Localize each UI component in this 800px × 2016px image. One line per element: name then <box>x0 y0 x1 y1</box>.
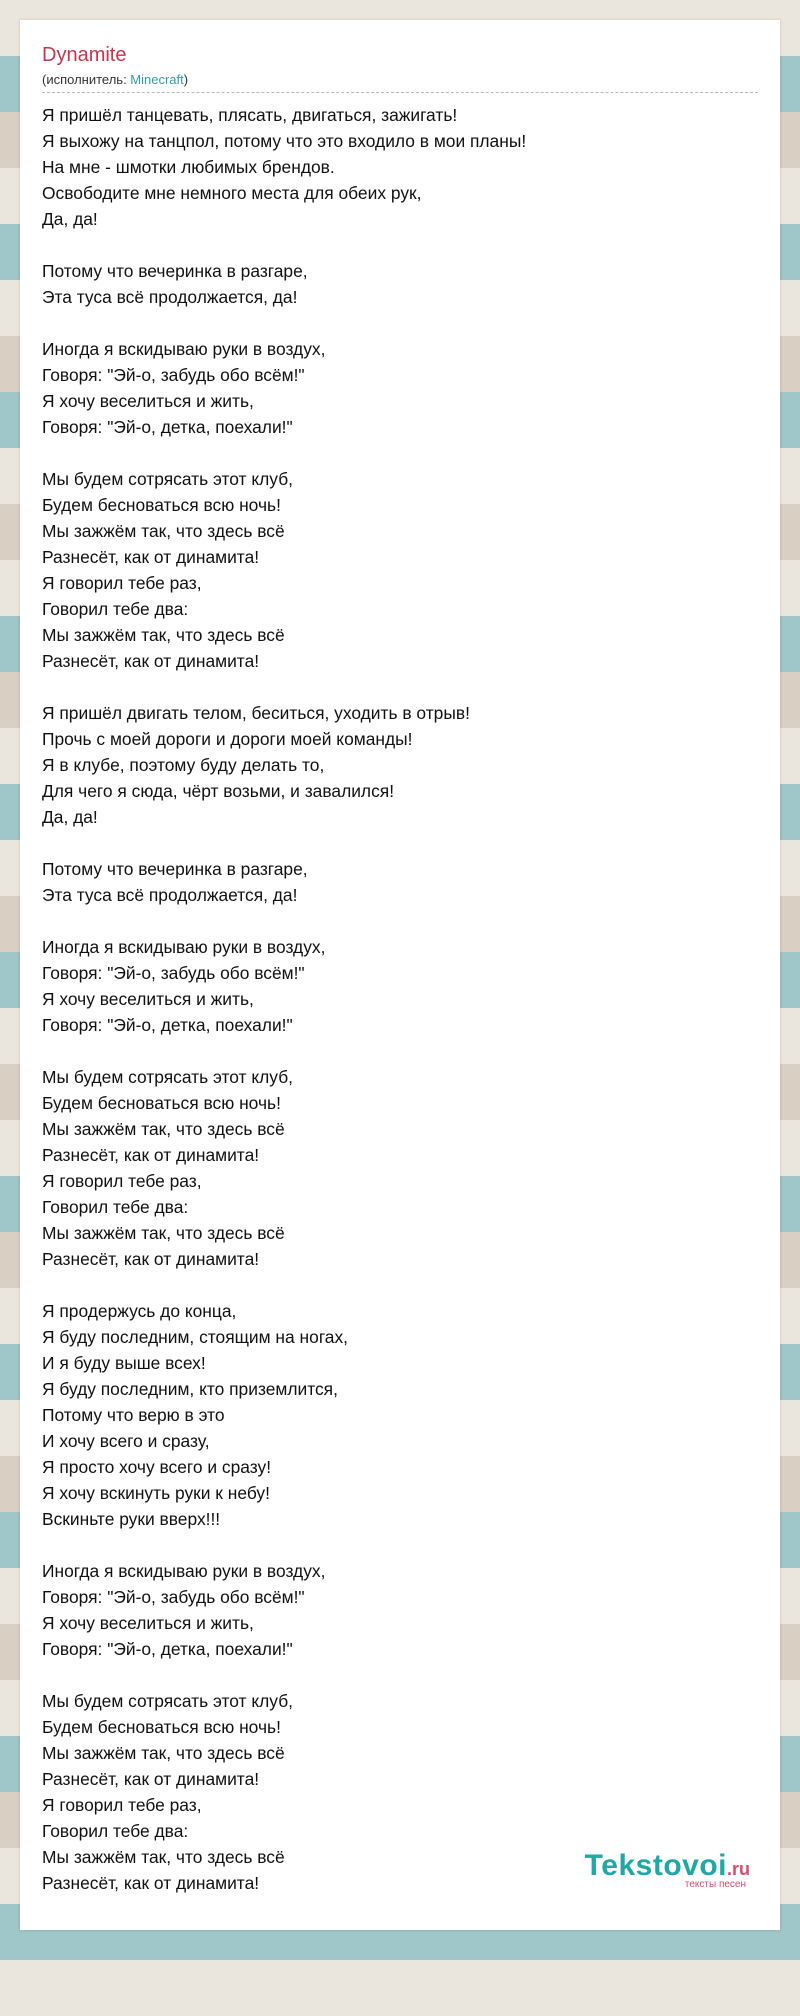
lyric-line: Мы зажжём так, что здесь всё <box>42 1847 285 1867</box>
stanza-break <box>42 1662 752 1688</box>
lyric-line: Мы будем сотрясать этот клуб, <box>42 1067 293 1087</box>
lyric-line: Говоря: "Эй-о, детка, поехали!" <box>42 417 293 437</box>
lyric-line: Говорил тебе два: <box>42 1821 189 1841</box>
lyric-line: И я буду выше всех! <box>42 1353 206 1373</box>
lyric-line: Я просто хочу всего и сразу! <box>42 1457 272 1477</box>
lyric-line: Разнесёт, как от динамита! <box>42 1873 260 1893</box>
lyric-line: Я хочу веселиться и жить, <box>42 989 254 1009</box>
lyric-line: Я говорил тебе раз, <box>42 1795 202 1815</box>
artist-line <box>42 72 188 87</box>
lyric-line: Я говорил тебе раз, <box>42 573 202 593</box>
lyric-line: Иногда я вскидываю руки в воздух, <box>42 339 326 359</box>
lyric-line: Разнесёт, как от динамита! <box>42 547 260 567</box>
lyric-line: Говоря: "Эй-о, забудь обо всём!" <box>42 365 305 385</box>
lyric-line: Потому что вечеринка в разгаре, <box>42 261 308 281</box>
lyric-line: Говоря: "Эй-о, забудь обо всём!" <box>42 1587 305 1607</box>
lyric-line: Иногда я вскидываю руки в воздух, <box>42 1561 326 1581</box>
lyric-line: Говоря: "Эй-о, детка, поехали!" <box>42 1639 293 1659</box>
lyric-line: Мы будем сотрясать этот клуб, <box>42 1691 293 1711</box>
stanza-break <box>42 310 752 336</box>
lyric-line: Мы зажжём так, что здесь всё <box>42 625 285 645</box>
stanza-break <box>42 440 752 466</box>
lyric-line: Мы будем сотрясать этот клуб, <box>42 469 293 489</box>
lyric-line: Потому что вечеринка в разгаре, <box>42 859 308 879</box>
artist-prefix: (исполнитель: <box>42 72 131 87</box>
lyric-line: Для чего я сюда, чёрт возьми, и завалился! <box>42 781 395 801</box>
logo-tagline: тексты песен <box>684 1879 746 1890</box>
lyric-line: Говоря: "Эй-о, детка, поехали!" <box>42 1015 293 1035</box>
lyric-line: Я продержусь до конца, <box>42 1301 237 1321</box>
lyric-line: Говорил тебе два: <box>42 599 189 619</box>
artist-link[interactable]: Minecraft <box>130 72 184 87</box>
lyric-line: Прочь с моей дороги и дороги моей команды! <box>42 729 413 749</box>
lyrics-text <box>42 102 752 1896</box>
title-divider <box>42 92 758 93</box>
stanza-break <box>42 1272 752 1298</box>
logo-name: Tekstovoi <box>584 1849 727 1882</box>
song-title: Dynamite <box>42 44 127 66</box>
lyric-line: Разнесёт, как от динамита! <box>42 1145 260 1165</box>
lyric-line: Эта туса всё продолжается, да! <box>42 287 298 307</box>
lyric-line: Эта туса всё продолжается, да! <box>42 885 298 905</box>
lyric-line: Я пришёл танцевать, плясать, двигаться, зажигать! <box>42 105 458 125</box>
stanza-break <box>42 674 752 700</box>
stanza-break <box>42 830 752 856</box>
lyric-line: Да, да! <box>42 209 98 229</box>
lyric-line: И хочу всего и сразу, <box>42 1431 210 1451</box>
lyric-line: Разнесёт, как от динамита! <box>42 1769 260 1789</box>
lyric-line: Освободите мне немного места для обеих рук, <box>42 183 422 203</box>
lyric-line: Я хочу веселиться и жить, <box>42 1613 254 1633</box>
stanza-break <box>42 1532 752 1558</box>
lyric-line: Говоря: "Эй-о, забудь обо всём!" <box>42 963 305 983</box>
lyric-line: Будем бесноваться всю ночь! <box>42 495 281 515</box>
lyric-line: Мы зажжём так, что здесь всё <box>42 521 285 541</box>
stanza-break <box>42 232 752 258</box>
lyric-line: Я пришёл двигать телом, беситься, уходить в отрыв! <box>42 703 470 723</box>
lyric-line: Иногда я вскидываю руки в воздух, <box>42 937 326 957</box>
lyric-line: Разнесёт, как от динамита! <box>42 651 260 671</box>
lyric-line: Будем бесноваться всю ночь! <box>42 1093 281 1113</box>
lyric-line: На мне - шмотки любимых брендов. <box>42 157 335 177</box>
lyric-line: Мы зажжём так, что здесь всё <box>42 1119 285 1139</box>
stanza-break <box>42 908 752 934</box>
lyrics-card <box>20 20 780 1930</box>
lyric-line: Потому что верю в это <box>42 1405 225 1425</box>
lyric-line: Я хочу веселиться и жить, <box>42 391 254 411</box>
lyric-line: Будем бесноваться всю ночь! <box>42 1717 281 1737</box>
lyric-line: Говорил тебе два: <box>42 1197 189 1217</box>
artist-suffix: ) <box>183 72 189 87</box>
lyric-line: Я буду последним, кто приземлится, <box>42 1379 338 1399</box>
lyric-line: Вскиньте руки вверх!!! <box>42 1509 221 1529</box>
lyric-line: Я в клубе, поэтому буду делать то, <box>42 755 325 775</box>
stanza-break <box>42 1038 752 1064</box>
background-stripe <box>0 1960 800 2016</box>
site-logo[interactable] <box>585 1849 750 1890</box>
lyric-line: Да, да! <box>42 807 98 827</box>
lyric-line: Я говорил тебе раз, <box>42 1171 202 1191</box>
logo-suffix: .ru <box>726 1859 750 1879</box>
lyric-line: Я выхожу на танцпол, потому что это входило в мои планы! <box>42 131 527 151</box>
lyric-line: Разнесёт, как от динамита! <box>42 1249 260 1269</box>
lyric-line: Я хочу вскинуть руки к небу! <box>42 1483 270 1503</box>
lyric-line: Мы зажжём так, что здесь всё <box>42 1743 285 1763</box>
lyric-line: Я буду последним, стоящим на ногах, <box>42 1327 348 1347</box>
lyric-line: Мы зажжём так, что здесь всё <box>42 1223 285 1243</box>
